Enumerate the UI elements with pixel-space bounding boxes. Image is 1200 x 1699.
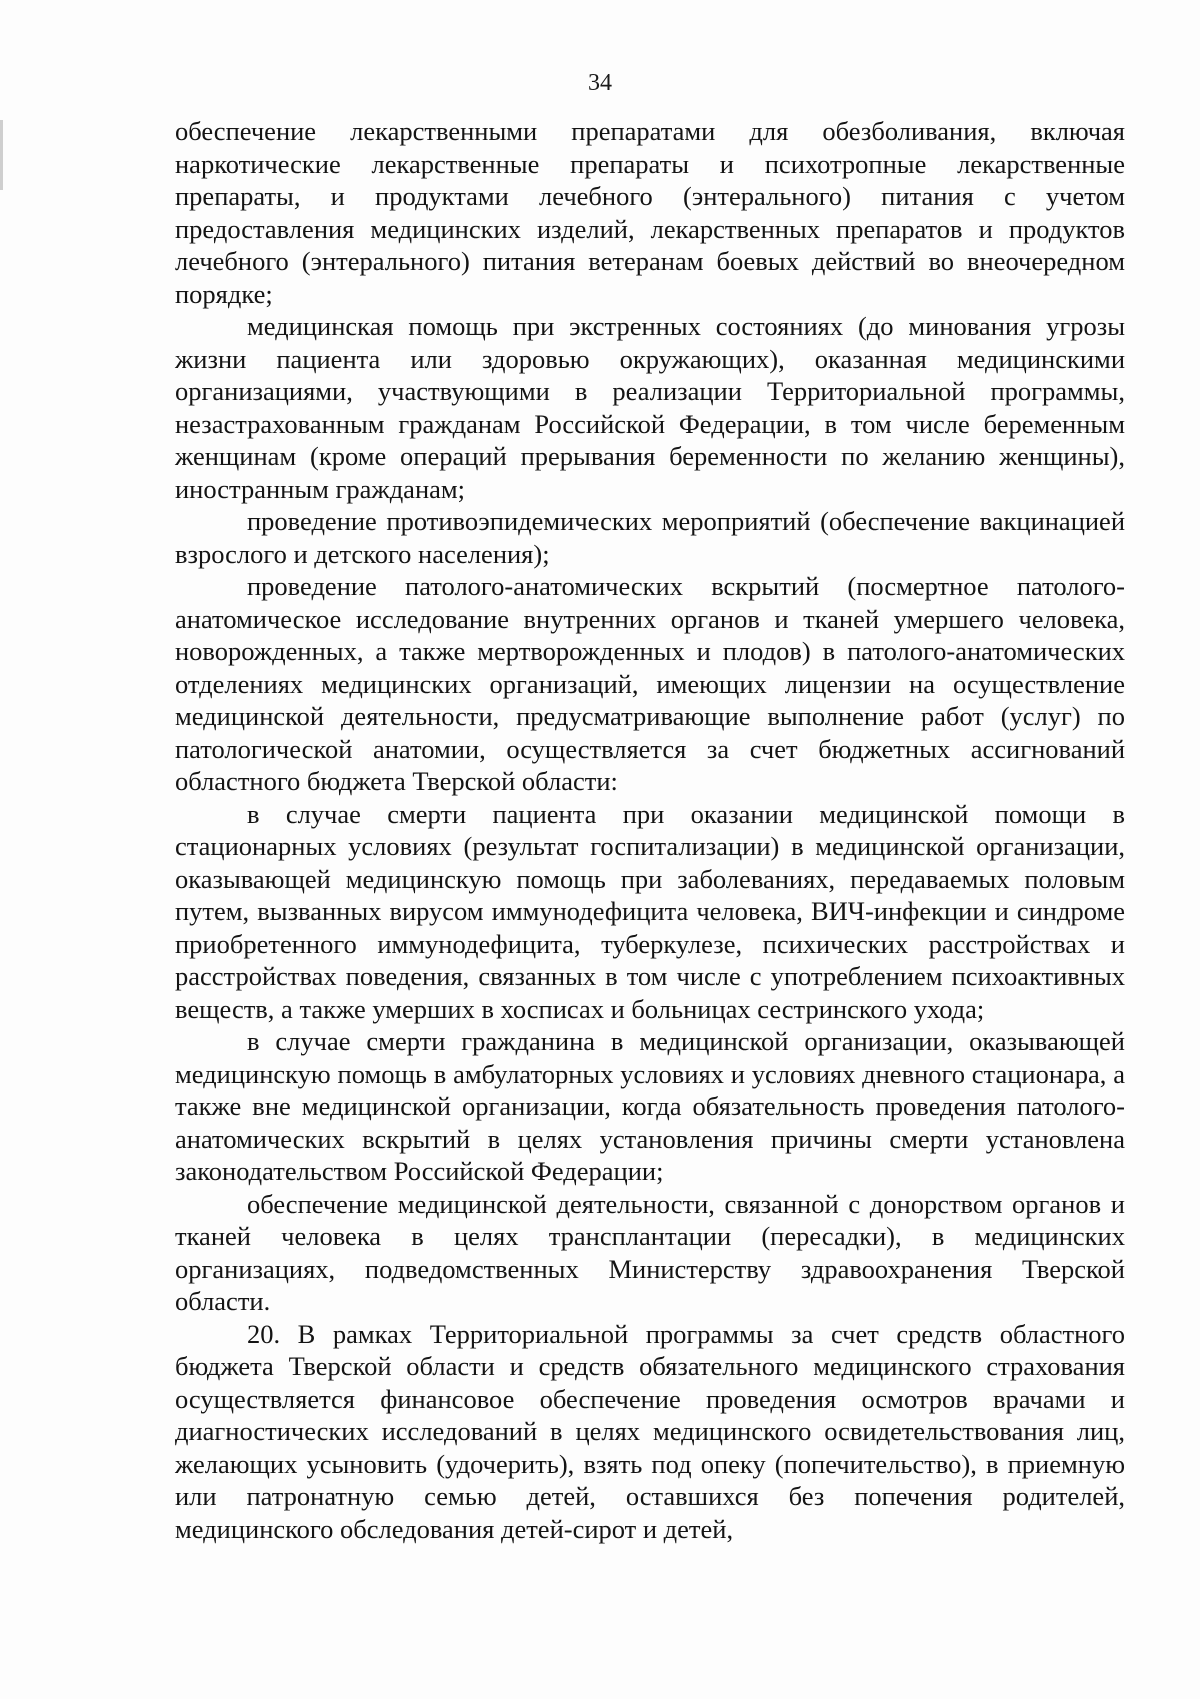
paragraph-3: проведение противоэпидемических мероприятий (обеспечение вакцинацией взрослого и детского населения); (175, 506, 1125, 569)
paragraph-5: в случае смерти пациента при оказании медицинской помощи в стационарных условиях (результат госпитализации) в медицинской организации, оказывающей медицинскую помощь при заболеваниях, передаваемых половым путем, вызванных вирусом иммунодефицита человека, ВИЧ-инфекции и синдроме приобретенного иммунодефицита, туберкулезе, психических расстройствах и расстройствах поведения, связанных в том числе с употреблением психоактивных веществ, а также умерших в хосписах и больницах сестринского ухода; (175, 798, 1125, 1024)
paragraph-4: проведение патолого-анатомических вскрытий (посмертное патолого-анатомическое исследование внутренних органов и тканей умершего человека, новорожденных, а также мертворожденных и плодов) в патолого-анатомических отделениях медицинских организаций, имеющих лицензии на осуществление медицинской деятельности, предусматривающие выполнение работ (услуг) по патологической анатомии, осуществляется за счет бюджетных ассигнований областного бюджета Тверской области: (175, 571, 1125, 796)
paragraph-1: обеспечение лекарственными препаратами для обезболивания, включая наркотические лекарственные препараты и психотропные лекарственные препараты, и продуктами лечебного (энтерального) питания с учетом предоставления медицинских изделий, лекарственных препаратов и продуктов лечебного (энтерального) питания ветеранам боевых действий во внеочередном порядке; (175, 116, 1125, 309)
page-number: 34 (588, 70, 612, 96)
paragraph-2: медицинская помощь при экстренных состояниях (до минования угрозы жизни пациента или здоровью окружающих), оказанная медицинскими организациями, участвующими в реализации Территориальной программы, незастрахованным гражданам Российской Федерации, в том числе беременным женщинам (кроме операций прерывания беременности по желанию женщины), иностранным гражданам; (175, 311, 1125, 504)
document-body (175, 115, 1125, 1545)
paragraph-7: обеспечение медицинской деятельности, связанной с донорством органов и тканей человека в целях трансплантации (пересадки), в медицинских организациях, подведомственных Министерству здравоохранения Тверской области. (175, 1188, 1125, 1316)
paragraph-8: 20. В рамках Территориальной программы за счет средств областного бюджета Тверской области и средств обязательного медицинского страхования осуществляется финансовое обеспечение проведения осмотров врачами и диагностических исследований в целях медицинского освидетельствования лиц, желающих усыновить (удочерить), взять под опеку (попечительство), в приемную или патронатную семью детей, оставшихся без попечения родителей, медицинского обследования детей-сирот и детей, (175, 1318, 1125, 1544)
scan-edge-mark (0, 120, 3, 190)
paragraph-6: в случае смерти гражданина в медицинской организации, оказывающей медицинскую помощь в амбулаторных условиях и условиях дневного стационара, а также вне медицинской организации, когда обязательность проведения патолого-анатомических вскрытий в целях установления причины смерти установлена законодательством Российской Федерации; (175, 1026, 1125, 1186)
